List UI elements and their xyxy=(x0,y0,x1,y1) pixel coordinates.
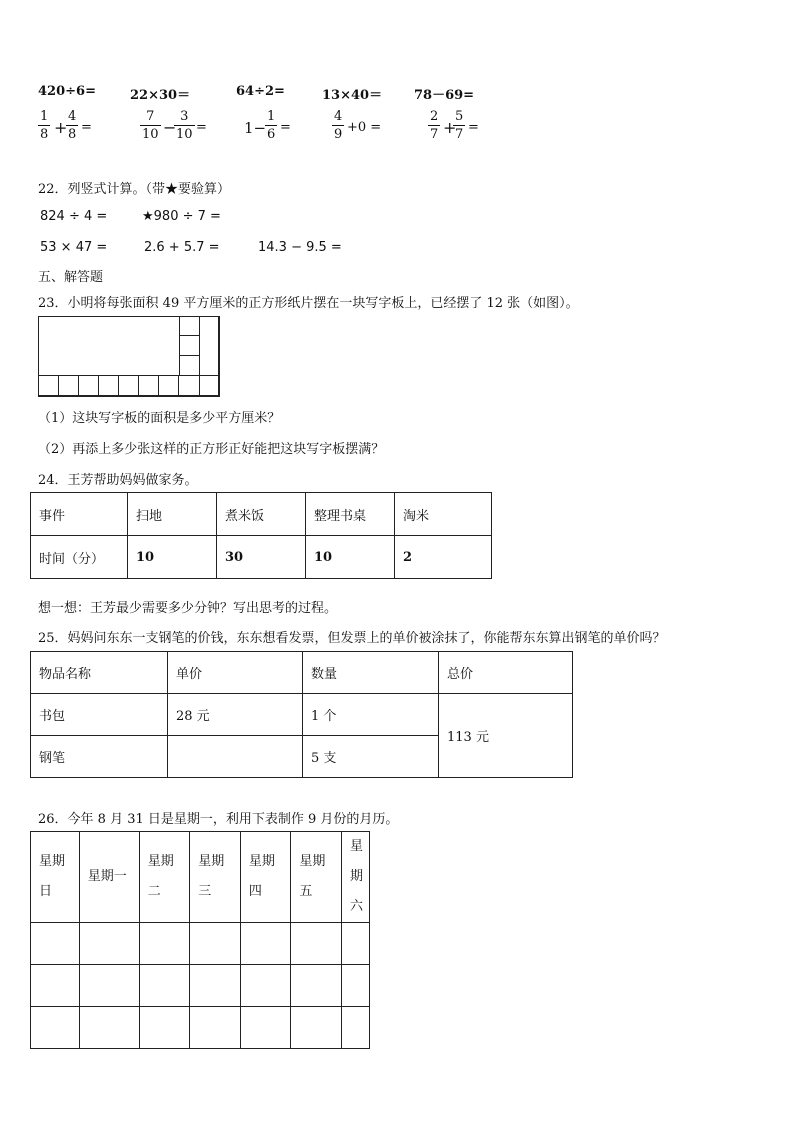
weekday-header: 星期三 xyxy=(190,832,241,923)
calc-1: 420÷6= xyxy=(38,84,96,99)
calendar-cell xyxy=(139,965,190,1007)
table-row xyxy=(31,694,573,736)
weekday-header: 星期一 xyxy=(79,832,139,923)
writing-board-figure xyxy=(38,316,219,396)
calendar-cell xyxy=(341,923,369,965)
q22-item-3: 53 × 47 = xyxy=(40,240,108,255)
weekday-header: 星期日 xyxy=(31,832,80,923)
weekday-header: 星期四 xyxy=(240,832,291,923)
calendar-cell xyxy=(291,965,342,1007)
calendar-cell xyxy=(190,1007,241,1049)
q25-table xyxy=(30,651,573,778)
q23-sub1: （1）这块写字板的面积是多少平方厘米？ xyxy=(38,411,281,426)
calendar-cell xyxy=(31,965,80,1007)
q25-title: 25．妈妈问东东一支钢笔的价钱，东东想看发票，但发票上的单价被涂抹了，你能帮东东算出钢笔的单价吗？ xyxy=(38,631,666,646)
calendar-cell xyxy=(139,923,190,965)
calendar-cell xyxy=(31,1007,80,1049)
table-cell: 30 xyxy=(217,536,306,579)
section-heading: 五、解答题 xyxy=(38,270,104,285)
calendar-cell xyxy=(341,1007,369,1049)
table-cell: 1 个 xyxy=(303,694,439,736)
calc-3: 64÷2= xyxy=(236,84,285,99)
table-cell: 淘米 xyxy=(395,493,492,536)
calendar-cell xyxy=(240,965,291,1007)
table-row xyxy=(31,965,370,1007)
calendar-cell xyxy=(190,923,241,965)
q24-table xyxy=(30,492,492,579)
table-cell: 单价 xyxy=(168,652,303,694)
calendar-cell xyxy=(31,923,80,965)
table-cell: 事件 xyxy=(31,493,128,536)
table-cell: 书包 xyxy=(31,694,168,736)
table-cell: 10 xyxy=(306,536,395,579)
calendar-cell xyxy=(291,1007,342,1049)
q24-title: 24．王芳帮助妈妈做家务。 xyxy=(38,473,198,488)
calendar-cell xyxy=(79,965,139,1007)
table-header-row xyxy=(31,652,573,694)
calendar-cell xyxy=(291,923,342,965)
table-cell: 扫地 xyxy=(128,493,217,536)
q22-title: 22．列竖式计算。（带★要验算） xyxy=(38,182,231,197)
table-cell: 整理书桌 xyxy=(306,493,395,536)
weekday-header: 星期六 xyxy=(341,832,369,923)
calendar-cell xyxy=(190,965,241,1007)
q22-item-5: 14.3 − 9.5 = xyxy=(258,240,342,255)
table-cell: 数量 xyxy=(303,652,439,694)
calc-4: 13×40＝ xyxy=(322,88,383,103)
table-cell: 总价 xyxy=(439,652,573,694)
calendar-table xyxy=(30,831,370,1049)
calendar-cell xyxy=(139,1007,190,1049)
table-row xyxy=(31,536,492,579)
calc-2: 22×30＝ xyxy=(130,88,191,103)
q23-sub2: （2）再添上多少张这样的正方形正好能把这块写字板摆满？ xyxy=(38,442,385,457)
table-cell: 10 xyxy=(128,536,217,579)
table-cell: 5 支 xyxy=(303,736,439,778)
table-cell: 钢笔 xyxy=(31,736,168,778)
table-row xyxy=(31,923,370,965)
q22-item-4: 2.6 + 5.7 = xyxy=(144,240,220,255)
weekday-header: 星期五 xyxy=(291,832,342,923)
q22-item-2: ★980 ÷ 7 = xyxy=(142,209,221,224)
q23-title: 23．小明将每张面积 49 平方厘米的正方形纸片摆在一块写字板上，已经摆了 12 张（如图）。 xyxy=(38,296,579,311)
weekday-header: 星期二 xyxy=(139,832,190,923)
table-row xyxy=(31,1007,370,1049)
table-header-row xyxy=(31,832,370,923)
table-cell: 物品名称 xyxy=(31,652,168,694)
q24-think: 想一想：王芳最少需要多少分钟？写出思考的过程。 xyxy=(38,601,338,616)
calc-5: 78－69= xyxy=(414,88,475,103)
table-header-row xyxy=(31,493,492,536)
table-cell: 2 xyxy=(395,536,492,579)
table-cell xyxy=(168,736,303,778)
table-cell: 煮米饭 xyxy=(217,493,306,536)
calendar-cell xyxy=(240,1007,291,1049)
q22-item-1: 824 ÷ 4 = xyxy=(40,209,108,224)
table-cell: 时间（分） xyxy=(31,536,128,579)
calendar-cell xyxy=(79,923,139,965)
calendar-cell xyxy=(240,923,291,965)
calendar-cell xyxy=(341,965,369,1007)
table-cell: 28 元 xyxy=(168,694,303,736)
calendar-cell xyxy=(79,1007,139,1049)
table-cell-total: 113 元 xyxy=(439,694,573,778)
q26-title: 26．今年 8 月 31 日是星期一，利用下表制作 9 月份的月历。 xyxy=(38,812,399,827)
